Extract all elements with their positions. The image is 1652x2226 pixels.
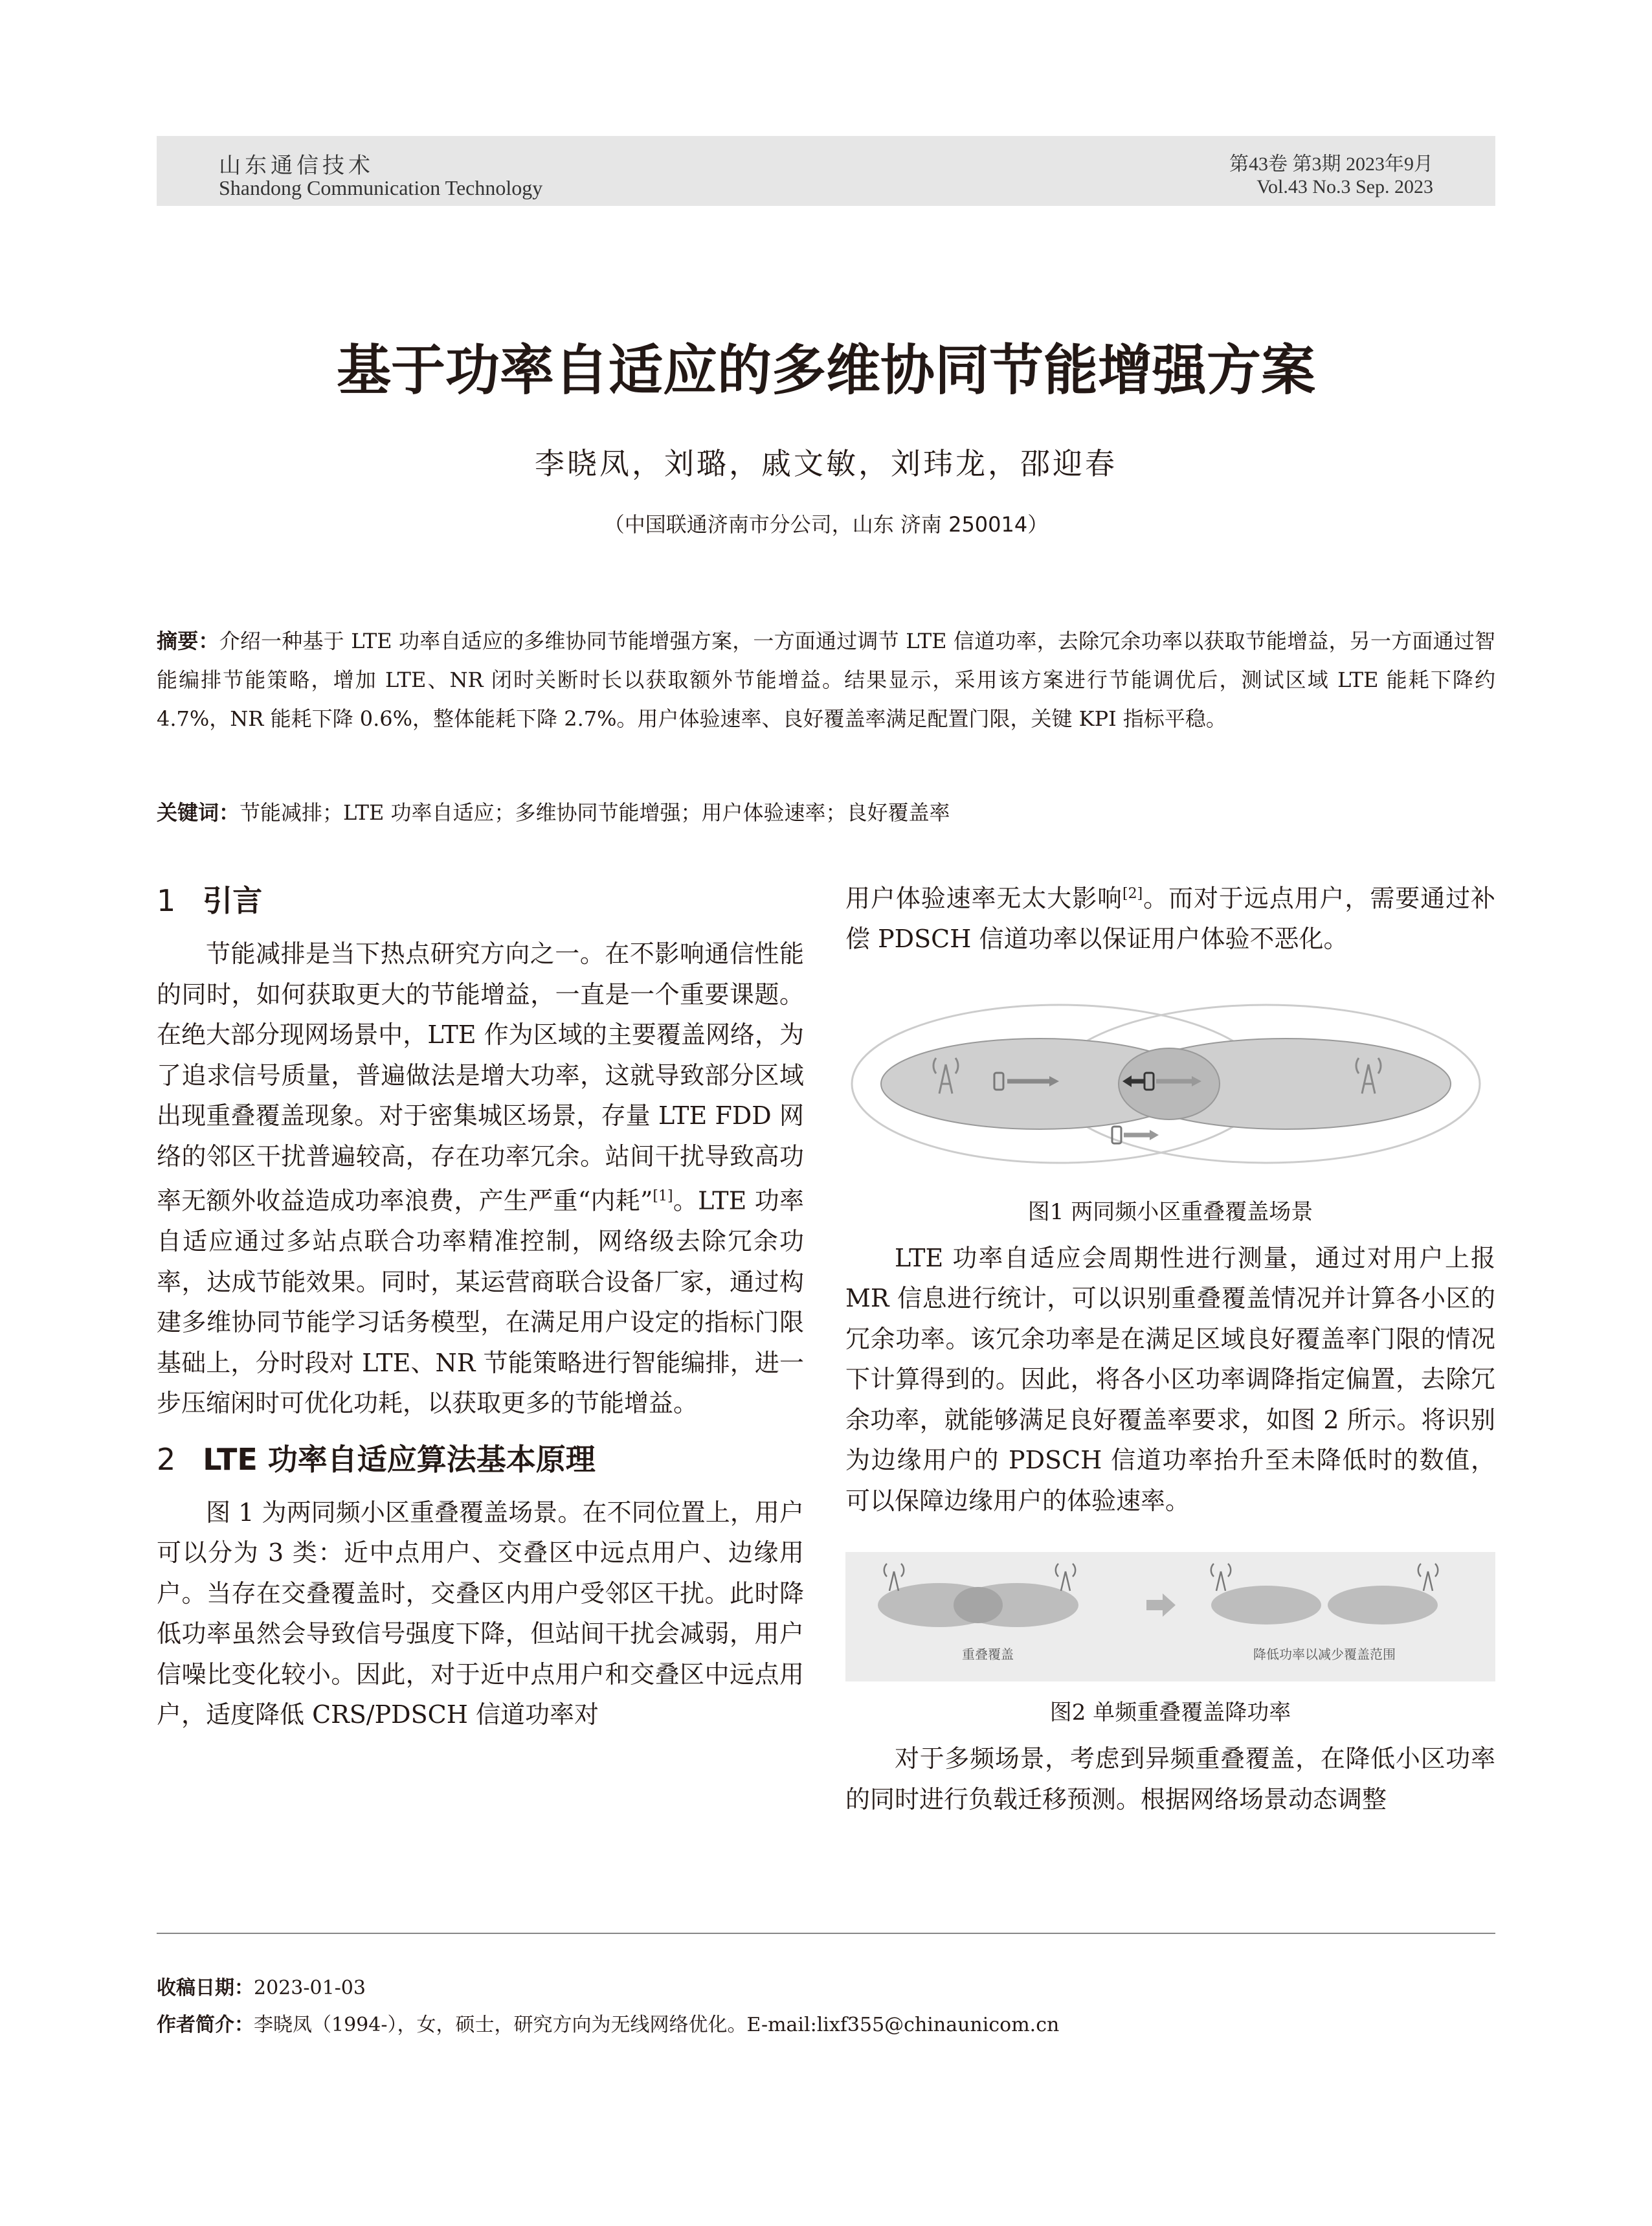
section-2-paragraph-3: 对于多频场景，考虑到异频重叠覆盖，在降低小区功率的同时进行负载迁移预测。根据网络场景动态调整	[845, 1744, 1495, 1814]
overlap-region	[1119, 1048, 1220, 1119]
section-2-heading	[157, 1433, 804, 1486]
abstract-text: 介绍一种基于 LTE 功率自适应的多维协同节能增强方案，一方面通过调节 LTE 信道功率，去除冗余功率以获取节能增益，另一方面通过智能编排节能策略，增加 LTE、NR 闭时关断时长以获取额外节能增益。结果显示，采用该方案进行节能调优后，测试区域 LTE 能耗下降约 4.7%，NR 能耗下降 0.6%，整体能耗下降 2.7%。用户体验速率、良好覆盖率满足配置门限，关键 KPI 指标平稳。	[157, 629, 1495, 731]
section-2-paragraph-2: LTE 功率自适应会周期性进行测量，通过对用户上报 MR 信息进行统计，可以识别重叠覆盖情况并计算各小区的冗余功率。该冗余功率是在满足区域良好覆盖率门限的情况下计算得到的。因此，将各小区功率调降指定偏置，去除冗余功率，就能够满足良好覆盖率要求，如图 2 所示。将识别为边缘用户的 PDSCH 信道功率抬升至未降低时的数值，可以保障边缘用户的体验速率。	[845, 1243, 1495, 1515]
received-date-line	[157, 1972, 366, 2000]
section-2-title: LTE 功率自适应算法基本原理	[203, 1441, 596, 1477]
journal-name-cn: 山东通信技术	[219, 153, 374, 179]
bio-text: 李晓凤（1994-），女，硕士，研究方向为无线网络优化。E-mail:lixf355@chinaunicom.cn	[254, 2014, 1060, 2036]
figure-2-right-label: 降低功率以减少覆盖范围	[1253, 1647, 1396, 1663]
section-2-paragraph-1: 图 1 为两同频小区重叠覆盖场景。在不同位置上，用户可以分为 3 类：近中点用户、交叠区中远点用户、边缘用户。当存在交叠覆盖时，交叠区内用户受邻区干扰。此时降低功率虽然会导致信号强度下降，但站间干扰会减弱，用户信噪比变化较小。因此，对于近中点用户和交叠区中远点用户，适度降低 CRS/PDSCH 信道功率对	[157, 1498, 804, 1729]
journal-name-en: Shandong Communication Technology	[219, 176, 543, 199]
keywords-label: 关键词：	[157, 800, 240, 825]
abstract	[157, 622, 1495, 738]
right-cell-b-coverage	[1328, 1586, 1438, 1625]
section-2-number: 2	[157, 1441, 176, 1477]
citation-1[interactable]: [1]	[653, 1188, 673, 1204]
section-1-paragraph	[157, 934, 804, 1424]
keywords-text: 节能减排；LTE 功率自适应；多维协同节能增强；用户体验速率；良好覆盖率	[240, 800, 950, 825]
bio-label: 作者简介：	[157, 2014, 254, 2036]
section-1-title: 引言	[203, 883, 263, 918]
author-bio-line	[157, 2008, 1059, 2037]
author-list: 李晓凤，刘璐，戚文敏，刘玮龙，邵迎春	[535, 446, 1117, 481]
citation-2[interactable]: [2]	[1122, 886, 1143, 902]
section-1-text-b: 。LTE 功率自适应通过多站点联合功率精准控制，网络级去除冗余功率，达成节能效果。同时，某运营商联合设备厂家，通过构建多维协同节能学习话务模型，在满足用户设定的指标门限基础上，分时段对 LTE、NR 节能策略进行智能编排，进一步压缩闲时可优化功耗，以获取更多的节能增益。	[157, 1186, 804, 1418]
figure-1-caption: 图1 两同频小区重叠覆盖场景	[1027, 1198, 1313, 1225]
journal-header	[157, 136, 1495, 206]
affiliation: （中国联通济南市分公司，山东 济南 250014）	[603, 512, 1049, 537]
issue-info-cn: 第43卷 第3期 2023年9月	[1229, 153, 1433, 175]
left-column	[157, 874, 804, 1735]
figure-2-left-label: 重叠覆盖	[962, 1647, 1014, 1663]
figure-2-caption: 图2 单频重叠覆盖降功率	[1049, 1700, 1291, 1726]
right-column	[845, 874, 1495, 1819]
footer-divider	[157, 1933, 1495, 1934]
keywords	[157, 793, 1495, 832]
section-2-paragraph-1-cont	[845, 874, 1495, 960]
received-label: 收稿日期：	[157, 1977, 254, 1999]
section-1-number: 1	[157, 883, 176, 918]
section-1-heading	[157, 874, 804, 927]
figure-2-power-reduction-diagram	[845, 1552, 1495, 1681]
figure-1-overlap-diagram	[845, 993, 1495, 1181]
paper-title: 基于功率自适应的多维协同节能增强方案	[336, 339, 1315, 402]
section-1-text-a: 节能减排是当下热点研究方向之一。在不影响通信性能的同时，如何获取更大的节能增益，一直是一个重要课题。在绝大部分现网场景中，LTE 作为区域的主要覆盖网络，为了追求信号质量，普遍做法是增大功率，这就导致部分区域出现重叠覆盖现象。对于密集城区场景，存量 LTE FDD 网络的邻区干扰普遍较高，存在功率冗余。站间干扰导致高功率无额外收益造成功率浪费，产生严重“内耗”	[157, 939, 804, 1215]
received-date: 2023-01-03	[254, 1977, 366, 1999]
section-2-text-d: 。而对于远点用户，需要通过补偿 PDSCH 信道功率以保证用户体验不恶化。	[845, 884, 1495, 954]
left-overlap-region	[954, 1587, 1003, 1623]
section-2-text-c: 用户体验速率无太大影响	[845, 884, 1123, 913]
abstract-label: 摘要：	[157, 629, 219, 653]
right-cell-a-coverage	[1211, 1586, 1321, 1625]
issue-info-en: Vol.43 No.3 Sep. 2023	[1256, 176, 1433, 197]
